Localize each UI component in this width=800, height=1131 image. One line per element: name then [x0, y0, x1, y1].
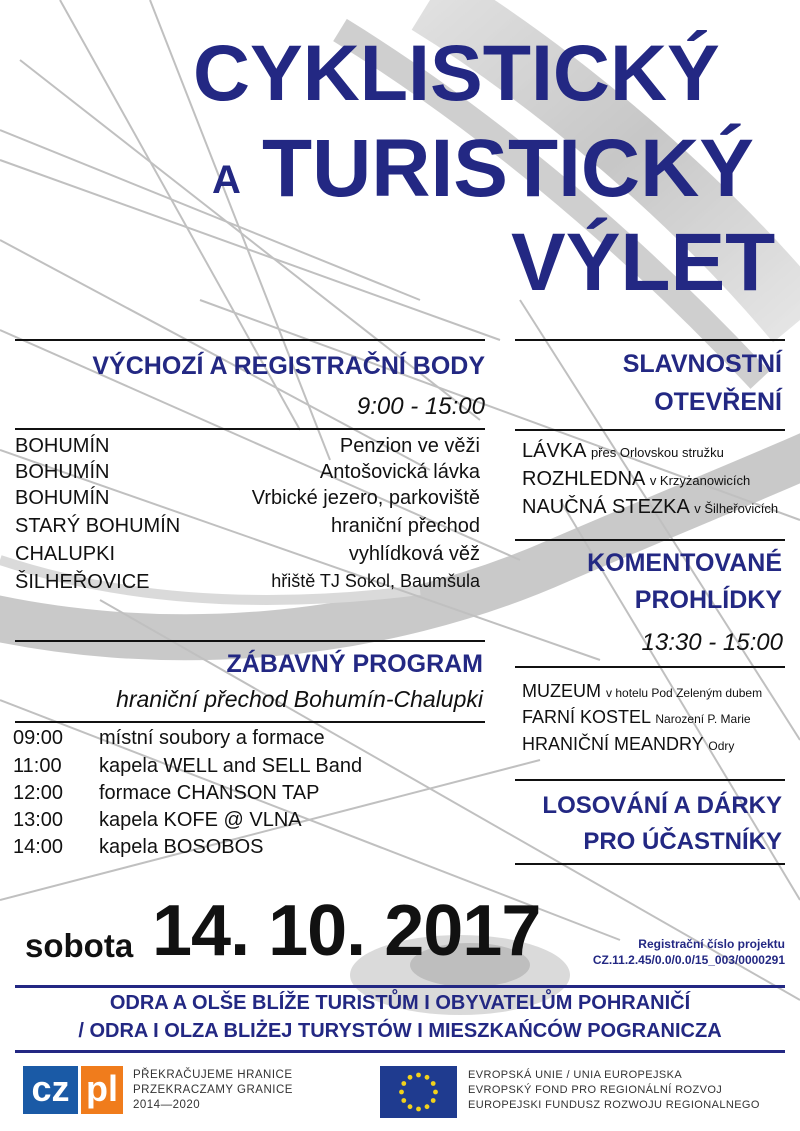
eu-text-line: EVROPSKÁ UNIE / UNIA EUROPEJSKA	[468, 1069, 683, 1081]
program-top-rule	[15, 640, 485, 642]
tours-item-name: HRANIČNÍ MEANDRY	[522, 734, 704, 754]
opening-item-name: LÁVKA	[522, 440, 586, 462]
registration-place: hraniční přechod	[331, 515, 480, 537]
eu-flag-icon	[380, 1066, 457, 1118]
registration-place: vyhlídková věž	[348, 543, 480, 565]
registration-town: BOHUMÍN	[15, 461, 110, 483]
program-text: formace CHANSON TAP	[99, 782, 320, 804]
registration-place: Vrbické jezero, parkoviště	[251, 487, 480, 509]
registration-top-rule	[15, 339, 485, 341]
program-time: 12:00	[13, 782, 64, 804]
program-time: 11:00	[13, 755, 62, 777]
tours-item-detail: Narození P. Marie	[655, 712, 751, 726]
opening-list-rule	[515, 429, 785, 431]
tours-item	[522, 734, 734, 755]
registration-list-rule	[15, 428, 485, 430]
date-value: 14. 10. 2017	[152, 891, 541, 971]
opening-top-rule	[515, 339, 785, 341]
opening-heading-1: SLAVNOSTNÍ	[622, 350, 782, 378]
program-location: hraniční přechod Bohumín-Chalupki	[116, 686, 483, 712]
tours-top-rule	[515, 539, 785, 541]
tours-list-rule	[515, 666, 785, 668]
opening-item	[522, 468, 750, 491]
program-heading: ZÁBAVNÝ PROGRAM	[226, 650, 483, 678]
program-text: kapela KOFE @ VLNA	[99, 809, 302, 831]
eu-text	[468, 1068, 760, 1113]
eu-text-line: EUROPEJSKI FUNDUSZ ROZWOJU REGIONALNEGO	[468, 1099, 760, 1111]
lottery-line-1: LOSOVÁNÍ A DÁRKY	[542, 792, 782, 819]
registration-town: CHALUPKI	[15, 543, 116, 565]
registration-heading: VÝCHOZÍ A REGISTRAČNÍ BODY	[92, 352, 485, 380]
lottery-top-rule	[515, 779, 785, 781]
opening-item-detail: v Šilheřovicích	[694, 501, 779, 516]
program-text: kapela WELL and SELL Band	[99, 755, 363, 777]
tours-item	[522, 707, 751, 728]
registration-place: Antošovická lávka	[319, 461, 480, 483]
tours-item-name: FARNÍ KOSTEL	[522, 707, 651, 727]
opening-item-detail: v Krzyżanowicích	[649, 473, 751, 488]
program-text: kapela BOSOBOS	[99, 836, 264, 858]
opening-item	[522, 496, 778, 519]
slogan-top-rule	[15, 985, 785, 988]
registration-town: STARÝ BOHUMÍN	[15, 515, 181, 537]
program-text: místní soubory a formace	[99, 727, 325, 749]
opening-item-name: ROZHLEDNA	[522, 468, 645, 490]
registration-time: 9:00 - 15:00	[356, 393, 485, 420]
lottery-bottom-rule	[515, 863, 785, 865]
logo-pl-block: pl	[81, 1066, 123, 1114]
program-name-line: 2014—2020	[133, 1099, 201, 1111]
opening-item-name: NAUČNÁ STEZKA	[522, 496, 689, 518]
title-line-2: TURISTICKÝ	[262, 123, 754, 214]
program-time: 09:00	[13, 727, 64, 749]
program-list-rule	[15, 721, 485, 723]
tours-heading-2: PROHLÍDKY	[634, 586, 782, 614]
tours-item	[522, 681, 762, 702]
program-name-line: PRZEKRACZAMY GRANICE	[133, 1084, 293, 1096]
title-line-1: CYKLISTICKÝ	[193, 28, 720, 117]
registration-town: ŠILHEŘOVICE	[15, 571, 150, 593]
registration-town: BOHUMÍN	[15, 435, 110, 457]
tours-item-detail: v hotelu Pod Zeleným dubem	[606, 686, 763, 700]
lottery-line-2: PRO ÚČASTNÍKY	[583, 828, 782, 855]
eu-text-line: EVROPSKÝ FOND PRO REGIONÁLNÍ ROZVOJ	[468, 1084, 723, 1096]
title-line-3: VÝLET	[511, 217, 776, 308]
opening-item	[522, 440, 724, 463]
tours-time: 13:30 - 15:00	[641, 629, 783, 656]
program-time: 13:00	[13, 809, 64, 831]
slogan-line-2: / ODRA I OLZA BLIŻEJ TURYSTÓW I MIESZKAŃCÓW POGRANICZA	[78, 1020, 722, 1042]
tours-item-name: MUZEUM	[522, 681, 601, 701]
project-label: Registrační číslo projektu	[638, 937, 785, 951]
program-time: 14:00	[13, 836, 64, 858]
program-name-line: PŘEKRAČUJEME HRANICE	[133, 1069, 293, 1081]
opening-item-detail: přes Orlovskou stružku	[590, 445, 724, 460]
slogan-bottom-rule	[15, 1050, 785, 1053]
opening-heading-2: OTEVŘENÍ	[654, 388, 782, 416]
registration-place: Penzion ve věži	[339, 435, 480, 457]
tours-item-detail: Odry	[708, 739, 735, 753]
title-connector-a: A	[212, 158, 241, 202]
date-day: sobota	[25, 927, 134, 964]
tours-heading-1: KOMENTOVANÉ	[587, 549, 782, 577]
registration-place: hřiště TJ Sokol, Baumšula	[271, 571, 480, 591]
registration-town: BOHUMÍN	[15, 487, 110, 509]
logo-cz-block: cz	[23, 1066, 78, 1114]
project-number: CZ.11.2.45/0.0/0.0/15_003/0000291	[592, 953, 785, 967]
program-name	[133, 1068, 293, 1113]
czpl-logo	[23, 1066, 123, 1116]
slogan-line-1: ODRA A OLŠE BLÍŽE TURISTŮM I OBYVATELŮM POHRANIČÍ	[109, 992, 691, 1014]
